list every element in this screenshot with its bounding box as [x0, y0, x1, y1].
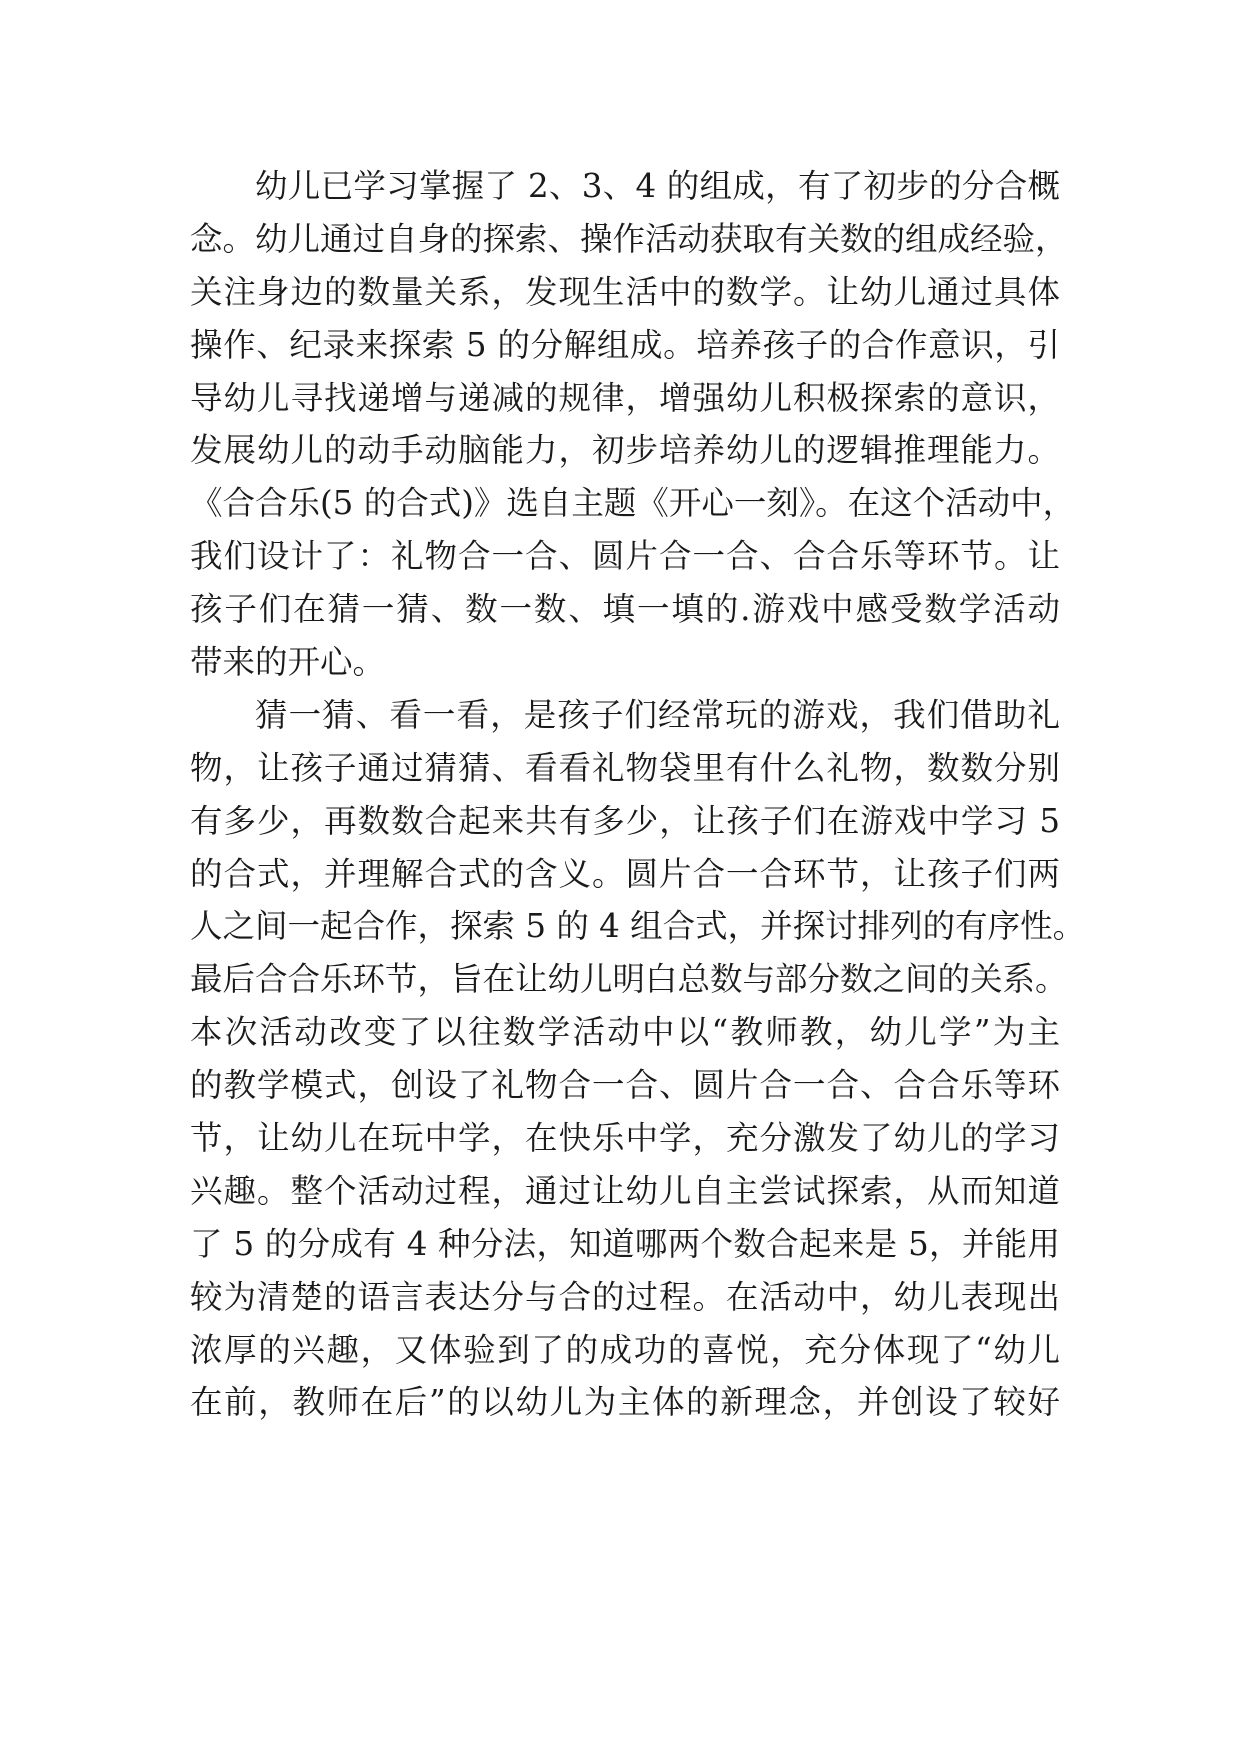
paragraph-1-line: 念。幼儿通过自身的探索、操作活动获取有关数的组成经验， — [190, 219, 1068, 258]
paragraph-1-line: 带来的开心。 — [190, 643, 386, 682]
paragraph-2-line: 的教学模式，创设了礼物合一合、圆片合一合、合合乐等环 — [190, 1066, 1060, 1105]
paragraph-2-line: 浓厚的兴趣，又体验到了的成功的喜悦，充分体现了“幼儿 — [190, 1330, 1060, 1369]
paragraph-2-line: 的合式，并理解合式的含义。圆片合一合环节，让孩子们两 — [190, 854, 1060, 893]
paragraph-2 — [190, 689, 1086, 1429]
paragraph-1-line: 导幼儿寻找递增与递减的规律，增强幼儿积极探索的意识， — [190, 378, 1060, 417]
paragraph-2-line: 最后合合乐环节，旨在让幼儿明白总数与部分数之间的关系。 — [190, 960, 1068, 999]
paragraph-2-line: 兴趣。整个活动过程，通过让幼儿自主尝试探索，从而知道 — [190, 1171, 1060, 1210]
paragraph-1-line: 孩子们在猜一猜、数一数、填一填的.游戏中感受数学活动 — [190, 590, 1060, 629]
paragraph-2-line: 在前，教师在后”的以幼儿为主体的新理念，并创设了较好 — [190, 1383, 1060, 1422]
paragraph-2-line: 了 5 的分成有 4 种分法，知道哪两个数合起来是 5，并能用 — [190, 1224, 1060, 1263]
paragraph-1-line: 《合合乐(5 的合式)》选自主题《开心一刻》。在这个活动中， — [190, 484, 1076, 523]
paragraph-2-line: 本次活动改变了以往数学活动中以“教师教，幼儿学”为主 — [190, 1013, 1060, 1052]
paragraph-2-line: 人之间一起合作，探索 5 的 4 组合式，并探讨排列的有序性。 — [190, 907, 1086, 946]
paragraph-1-line: 我们设计了：礼物合一合、圆片合一合、合合乐等环节。让 — [190, 537, 1060, 576]
paragraph-1 — [190, 160, 1076, 689]
paragraph-2-line: 较为清楚的语言表达分与合的过程。在活动中，幼儿表现出 — [190, 1277, 1060, 1316]
paragraph-2-line: 猜一猜、看一看，是孩子们经常玩的游戏，我们借助礼 — [255, 695, 1060, 734]
paragraph-2-line: 物，让孩子通过猜猜、看看礼物袋里有什么礼物，数数分别 — [190, 748, 1060, 787]
paragraph-1-line: 关注身边的数量关系，发现生活中的数学。让幼儿通过具体 — [190, 272, 1060, 311]
paragraph-2-line: 有多少，再数数合起来共有多少，让孩子们在游戏中学习 5 — [190, 801, 1060, 840]
paragraph-1-line: 发展幼儿的动手动脑能力，初步培养幼儿的逻辑推理能力。 — [190, 431, 1060, 470]
paragraph-2-line: 节，让幼儿在玩中学，在快乐中学，充分激发了幼儿的学习 — [190, 1119, 1060, 1158]
document-body — [190, 160, 1086, 1429]
paragraph-1-line: 操作、纪录来探索 5 的分解组成。培养孩子的合作意识，引 — [190, 325, 1060, 364]
paragraph-1-line: 幼儿已学习掌握了 2、3、4 的组成，有了初步的分合概 — [255, 167, 1060, 205]
